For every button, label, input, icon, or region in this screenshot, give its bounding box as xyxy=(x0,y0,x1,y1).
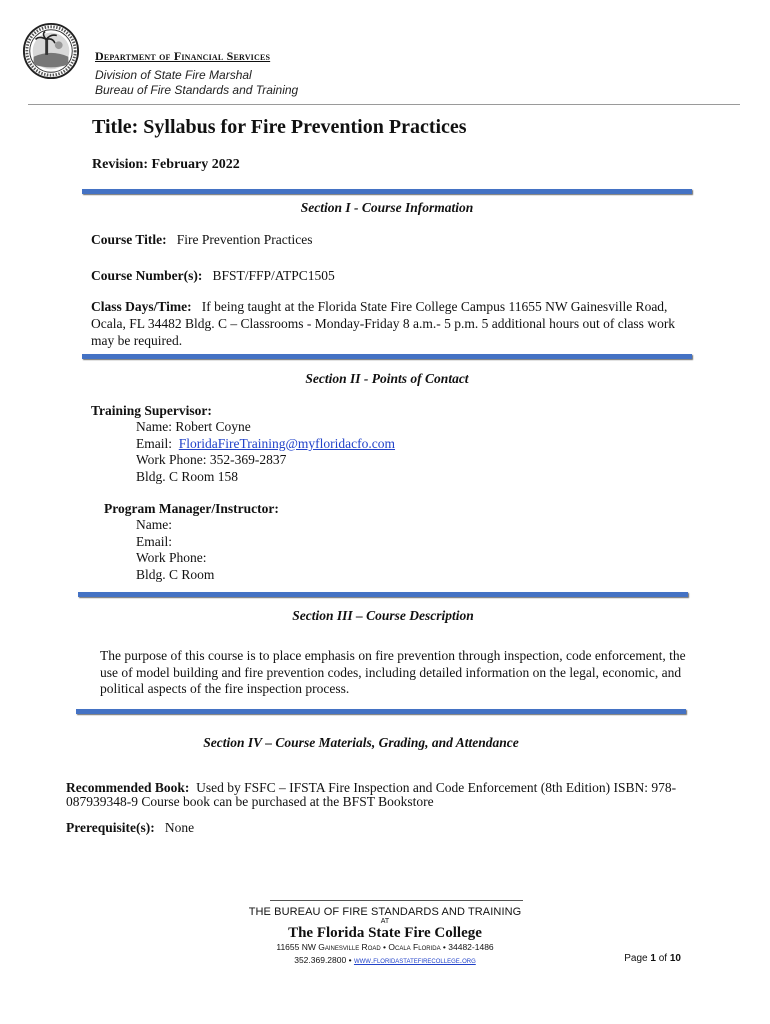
bureau-name: Bureau of Fire Standards and Training xyxy=(95,83,299,97)
footer-address: 11655 NW Gainesville Road • Ocala Florida • 34482-1486 xyxy=(276,942,494,952)
section-divider-bar xyxy=(82,354,692,359)
manager-email: Email: xyxy=(136,534,172,549)
course-description-line: The purpose of this course is to place emphasis on fire prevention through inspection, code enforcement, the xyxy=(100,648,686,663)
footer-bureau: THE BUREAU OF FIRE STANDARDS AND TRAINING xyxy=(248,906,522,918)
page-prefix: Page xyxy=(624,953,648,964)
class-days-row xyxy=(91,299,667,316)
section-divider-bar xyxy=(76,709,686,714)
manager-phone: Work Phone: xyxy=(136,550,207,565)
footer-college-name: The Florida State Fire College xyxy=(288,925,482,941)
section-3-heading: Section III – Course Description xyxy=(292,608,474,623)
training-supervisor-label: Training Supervisor: xyxy=(91,403,212,418)
state-seal-icon xyxy=(22,22,80,80)
class-days-text: Ocala, FL 34482 Bldg. C – Classrooms - Monday-Friday 8 a.m.- 5 p.m. 5 additional hours out of class work xyxy=(91,316,676,331)
revision-date: Revision: February 2022 xyxy=(92,157,240,172)
footer-divider xyxy=(270,900,523,901)
class-days-text: If being taught at the Florida State Fire College Campus 11655 NW Gainesville Road, xyxy=(201,299,668,314)
section-1-heading: Section I - Course Information xyxy=(300,200,474,215)
course-description-line: use of model building and fire prevention codes, including detailed information on the legal, economic, and xyxy=(100,664,682,680)
manager-room: Bldg. C Room xyxy=(136,567,215,582)
course-description-line: political aspects of the fire inspection process. xyxy=(100,681,350,696)
recommended-book-text: 087939348-9 Course book can be purchased at the BFST Bookstore xyxy=(66,794,434,809)
recommended-book-text: Used by FSFC – IFSTA Fire Inspection and Code Enforcement (8th Edition) ISBN: 978- xyxy=(196,780,677,795)
supervisor-email-label: Email: xyxy=(136,436,172,451)
class-days-label: Class Days/Time: xyxy=(91,299,192,314)
division-name: Division of State Fire Marshal xyxy=(95,68,252,82)
course-description xyxy=(100,648,686,698)
course-number-value: BFST/FFP/ATPC1505 xyxy=(212,268,335,283)
course-number-label: Course Number(s): xyxy=(91,268,203,283)
document-title: Title: Syllabus for Fire Prevention Practices xyxy=(92,116,467,138)
page-current: 1 xyxy=(650,953,656,964)
prerequisites-label: Prerequisite(s): xyxy=(66,820,155,835)
manager-name: Name: xyxy=(136,517,172,532)
footer-website-link[interactable]: www.floridastatefirecollege.org xyxy=(353,955,476,965)
supervisor-name: Name: Robert Coyne xyxy=(136,419,251,434)
prerequisites-row xyxy=(66,820,194,837)
header-divider xyxy=(28,104,740,105)
course-title-row xyxy=(91,232,312,249)
supervisor-room: Bldg. C Room 158 xyxy=(136,469,239,484)
supervisor-email-link[interactable]: FloridaFireTraining@myfloridacfo.com xyxy=(178,436,396,451)
page-total: 10 xyxy=(669,953,681,964)
page-of: of xyxy=(658,953,668,964)
program-manager-label: Program Manager/Instructor: xyxy=(104,501,279,516)
course-title-label: Course Title: xyxy=(91,232,167,247)
supervisor-phone: Work Phone: 352-369-2837 xyxy=(136,452,287,467)
footer-contact xyxy=(235,955,535,965)
section-divider-bar xyxy=(78,592,688,597)
footer-at: AT xyxy=(380,918,390,925)
section-divider-bar xyxy=(82,189,692,194)
recommended-book-label: Recommended Book: xyxy=(66,780,190,795)
section-4-heading: Section IV – Course Materials, Grading, and Attendance xyxy=(203,735,519,750)
class-days-text: may be required. xyxy=(91,333,183,348)
prerequisites-value: None xyxy=(164,820,195,835)
section-2-heading: Section II - Points of Contact xyxy=(305,371,469,386)
page-number xyxy=(624,953,681,964)
supervisor-email-row xyxy=(136,436,395,453)
footer-phone: 352.369.2800 • xyxy=(294,955,352,965)
department-name: Department of Financial Services xyxy=(95,49,271,63)
course-title-value: Fire Prevention Practices xyxy=(176,232,313,247)
course-number-row xyxy=(91,268,335,285)
